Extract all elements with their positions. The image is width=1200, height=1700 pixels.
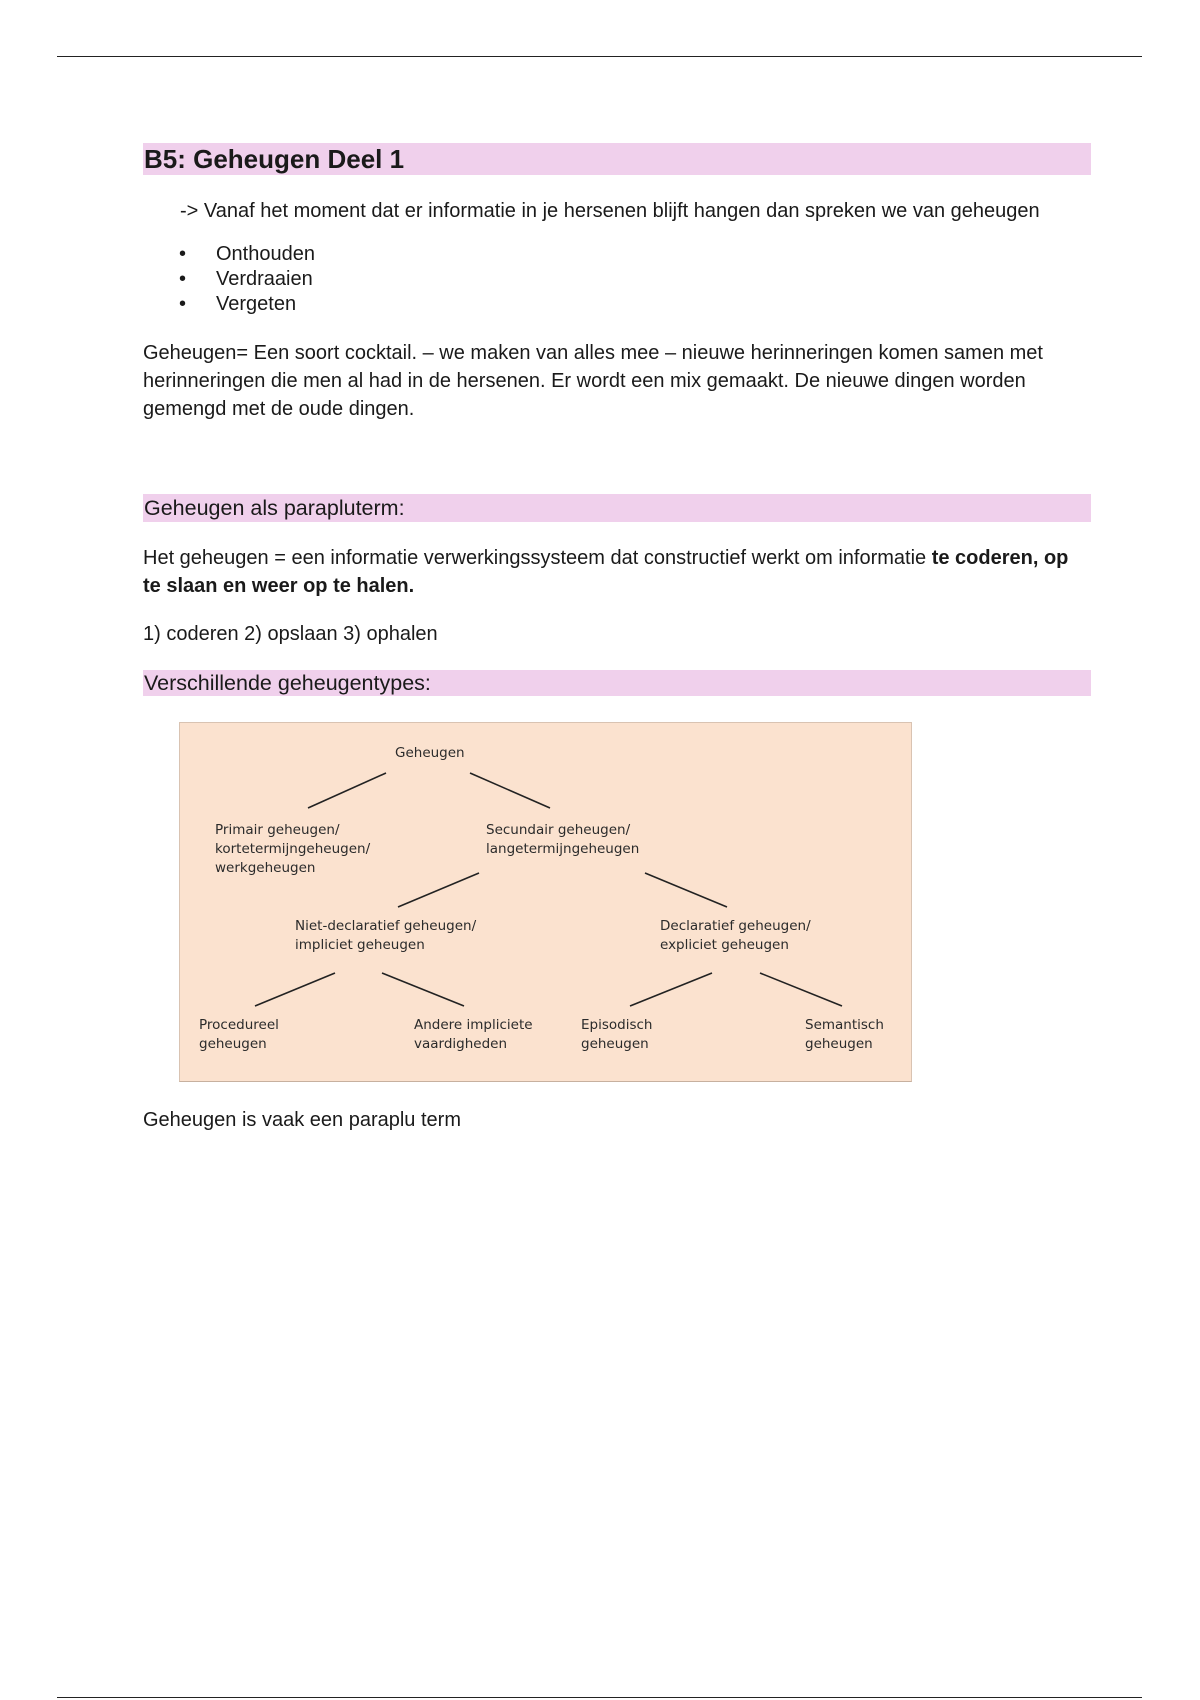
node-semantic-line1: Semantisch bbox=[805, 1017, 884, 1033]
node-secondary-line1: Secundair geheugen/ bbox=[486, 822, 631, 838]
connector-line bbox=[630, 973, 712, 1006]
header-rule bbox=[57, 56, 1142, 57]
node-nondeclarative-line1: Niet-declaratief geheugen/ bbox=[295, 918, 477, 934]
document-body bbox=[143, 143, 1091, 1134]
node-root: Geheugen bbox=[395, 745, 465, 761]
section-heading-types: Verschillende geheugentypes: bbox=[143, 670, 1091, 696]
cocktail-paragraph: Geheugen= Een soort cocktail. – we maken van alles mee – nieuwe herinneringen komen samen met herinneringen die men al had in de hersenen. Er wordt een mix gemaakt. De nieuwe dingen worden gemengd met de oude dingen. bbox=[143, 342, 1043, 420]
definition-paragraph: Het geheugen = een informatie verwerkingssysteem dat constructief werkt om informatie te coderen, op te slaan en weer op te halen. bbox=[143, 547, 1069, 597]
intro-paragraph: -> Vanaf het moment dat er informatie in je hersenen blijft hangen dan spreken we van geheugen bbox=[180, 200, 1040, 222]
memory-processes-list bbox=[143, 242, 1091, 317]
node-declarative-line1: Declaratief geheugen/ bbox=[660, 918, 811, 934]
section-heading-umbrella: Geheugen als parapluterm: bbox=[143, 494, 1091, 522]
diagram-canvas bbox=[180, 723, 911, 1081]
definition-emphasis: te coderen, op te slaan en weer op te halen. bbox=[143, 547, 1069, 597]
node-procedural-line2: geheugen bbox=[199, 1036, 267, 1052]
connector-line bbox=[645, 873, 727, 907]
list-item: • Vergeten bbox=[179, 293, 297, 315]
node-primary-line1: Primair geheugen/ bbox=[215, 822, 340, 838]
footer-rule bbox=[57, 1697, 1142, 1698]
connector-line bbox=[398, 873, 479, 907]
node-procedural-line1: Procedureel bbox=[199, 1017, 279, 1033]
node-semantic-line2: geheugen bbox=[805, 1036, 873, 1052]
node-primary-line3: werkgeheugen bbox=[215, 860, 316, 876]
node-other-implicit-line2: vaardigheden bbox=[414, 1036, 508, 1052]
node-nondeclarative-line2: impliciet geheugen bbox=[295, 937, 425, 953]
connector-line bbox=[470, 773, 550, 808]
node-other-implicit-line1: Andere impliciete bbox=[414, 1017, 533, 1033]
list-item: • Verdraaien bbox=[179, 268, 313, 290]
connector-line bbox=[382, 973, 464, 1006]
bullet-icon: • bbox=[179, 268, 187, 290]
diagram-caption: Geheugen is vaak een paraplu term bbox=[143, 1109, 461, 1131]
node-episodic-line1: Episodisch bbox=[581, 1017, 653, 1033]
list-item: • Onthouden bbox=[179, 243, 315, 265]
page-title: B5: Geheugen Deel 1 bbox=[143, 143, 1091, 175]
node-episodic-line2: geheugen bbox=[581, 1036, 649, 1052]
node-declarative-line2: expliciet geheugen bbox=[660, 937, 789, 953]
bullet-icon: • bbox=[179, 293, 187, 315]
node-primary-line2: kortetermijngeheugen/ bbox=[215, 841, 371, 857]
steps-line: 1) coderen 2) opslaan 3) ophalen bbox=[143, 623, 438, 645]
node-secondary-line2: langetermijngeheugen bbox=[486, 841, 640, 857]
connector-line bbox=[255, 973, 335, 1006]
connector-line bbox=[760, 973, 842, 1006]
memory-types-diagram bbox=[179, 722, 912, 1082]
bullet-icon: • bbox=[179, 243, 187, 265]
connector-line bbox=[308, 773, 386, 808]
